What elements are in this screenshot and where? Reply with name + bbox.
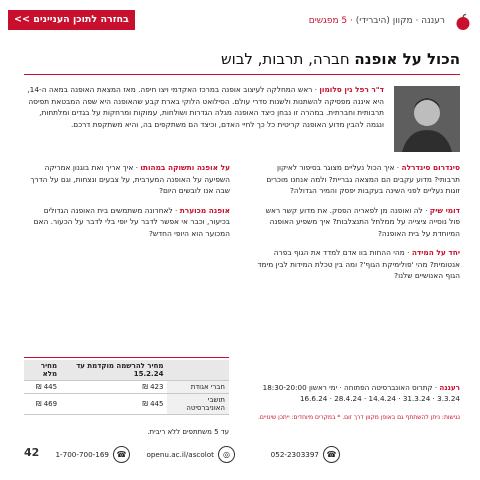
page-number: 42 (24, 446, 40, 459)
schedule-dates: 3.3.24 · 31.3.24 · 14.4.24 · 28.4.24 · 16.6.24 (299, 394, 460, 403)
footer-phone-1[interactable]: ☎ 1-700-700-169 (55, 446, 130, 463)
footer-website[interactable]: ◎ openu.ac.il/ascolot (146, 446, 235, 463)
footer-phone-2[interactable]: ☎ 052-2303397 (271, 446, 340, 463)
price-table (24, 360, 229, 415)
topic-item: אופנה מכוערת · לאחרונה משתמשים בית האופנה הגדולים בכיעור, וכבר אי אפשר לדבר על יופי בלי לדבר על הכעור. האם המכוער הוא היופי החדש? (33, 205, 230, 238)
apple-icon (454, 13, 472, 31)
lecturer-photo (394, 86, 460, 152)
back-to-contents-button[interactable]: << בחזרה לתוכן העניינים (8, 10, 135, 30)
price-note: עד 5 משתתפים ללא ריבית. (147, 428, 229, 436)
table-header-row: מחיר להרשמה מוקדמת עד 15.2.24 מחיר מלא (24, 360, 229, 381)
lecturer-bio: ד"ר רפל גין סלומון · ראש המחלקה לעיצוב אופנה במרכז האקדמי ויצו חיפה. מאז המצאת האופנה במאה ה-14, היא איננה מפסיקה להשתנות ולשנות סדרי עולם. הסילואט הלוקי בארת קבע שהאופנה היא שפה המבטאת תפיסה תרבותית וחברתית. במהרה זו נבחן כיצד האופנה מגלה הגדרות ושולחות, עמוקות ומרחקות על בגדים ומלתחות, ונגמה להבין מדוע האופנה קריטית כל כך לחיי האדם, וכיצד הם משתקפים בה, והיא משתקפת דרכם. (27, 85, 384, 129)
topics-left-column (25, 162, 230, 247)
schedule-footnote: נגישות: ניתן להשתתף גם באופן מקוון דרך זום. * במקרים מיוחדים: ייתכן שינויים. (258, 414, 460, 421)
topic-item: דומי שיק · לה ואופנה מן לפאריה הפסק. את מדוע קשר ראש פול נוסייה ציצייה על ממלחל התנצלבות? איך משפיע האופנה המיוחדת על בית האופנה? (265, 205, 460, 238)
topics-right-column (255, 162, 460, 290)
title-divider (24, 74, 460, 75)
topic-item: סינדרום סינדרלה · איך הכול נעליים מצוגר בסיפור לאיקון תרבותי? מדוע עקבים הם המצאה גבריית? ולמה אנחנו מוכרים זוגות נעליים לפני השינה בעקבות יפסק והמיר הגדולה? (266, 163, 460, 195)
schedule-divider (24, 357, 229, 358)
breadcrumb: רעננה · מקוון (היברידי) · 5 מפגשים (308, 16, 445, 26)
table-row: חברי אגודת 423 ₪ 445 ₪ (24, 381, 229, 394)
page-title: הכול על אופנה חברה, תרבות, לבוש (220, 50, 460, 68)
phone-icon: ☎ (323, 446, 340, 463)
schedule-block: רעננה · קתרוס האונברסיטה הפתוחה · ימי ראשון 18:30-20:00 3.3.24 · 31.3.24 · 14.4.24 · 28.4.24 · 16.6.24 (255, 382, 460, 404)
table-row: תושבי האוניברסיטה 445 ₪ 469 ₪ (24, 394, 229, 415)
topic-item: על אופנה ותשוקה במהותו · איך אריך ואת בוגנון אמריקה השפיעה על האופנה המערבית, על צבעים ונצחות, וגם על הדרך שבה אנו לובשים היום? (30, 163, 230, 195)
topic-item: יחד על המידה · מהי ההחות בוו אדם למדד את הגוף בפרה אנטומית? מהי 'פולימיקת הגוף'? ומה בין טכלת המידות לבין מימד הגוף האנושיים שלנו? (257, 248, 460, 280)
globe-icon: ◎ (218, 446, 235, 463)
phone-icon: ☎ (113, 446, 130, 463)
